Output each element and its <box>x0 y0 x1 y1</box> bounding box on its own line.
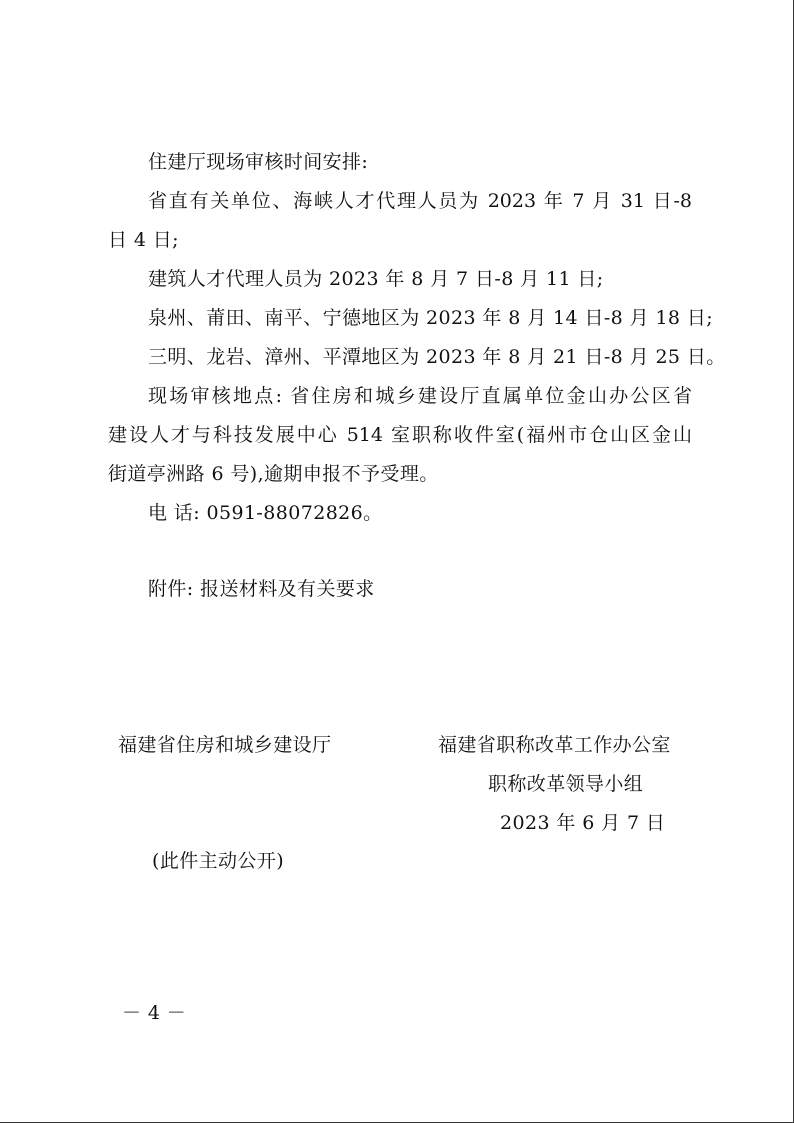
location-line-1: 现场审核地点: 省住房和城乡建设厅直属单位金山办公区省 <box>148 385 692 407</box>
disclosure-note: (此件主动公开) <box>152 850 285 872</box>
phone-line: 电 话: 0591-88072826。 <box>148 502 383 524</box>
signature-right-org-line-2: 职称改革领导小组 <box>488 773 644 795</box>
schedule-line-3: 泉州、莆田、南平、宁德地区为 2023 年 8 月 14 日-8 月 18 日; <box>148 307 714 329</box>
signature-right-org: 福建省职称改革工作办公室 <box>438 734 671 756</box>
location-line-3: 街道亭洲路 6 号),逾期申报不予受理。 <box>108 463 439 485</box>
signature-left-org: 福建省住房和城乡建设厅 <box>118 734 332 756</box>
location-line-2: 建设人才与科技发展中心 514 室职称收件室(福州市仓山区金山 <box>108 424 692 446</box>
schedule-line-2: 建筑人才代理人员为 2023 年 8 月 7 日-8 月 11 日; <box>148 268 604 290</box>
schedule-line-4: 三明、龙岩、漳州、平潭地区为 2023 年 8 月 21 日-8 月 25 日。 <box>148 346 726 368</box>
schedule-heading: 住建厅现场审核时间安排: <box>148 151 369 173</box>
page-number: － 4 － <box>122 1002 187 1024</box>
signature-date: 2023 年 6 月 7 日 <box>500 812 666 834</box>
schedule-line-1-continued: 日 4 日; <box>108 229 179 251</box>
attachment-line: 附件: 报送材料及有关要求 <box>148 578 375 600</box>
schedule-line-1: 省直有关单位、海峡人才代理人员为 2023 年 7 月 31 日-8 <box>148 190 692 212</box>
